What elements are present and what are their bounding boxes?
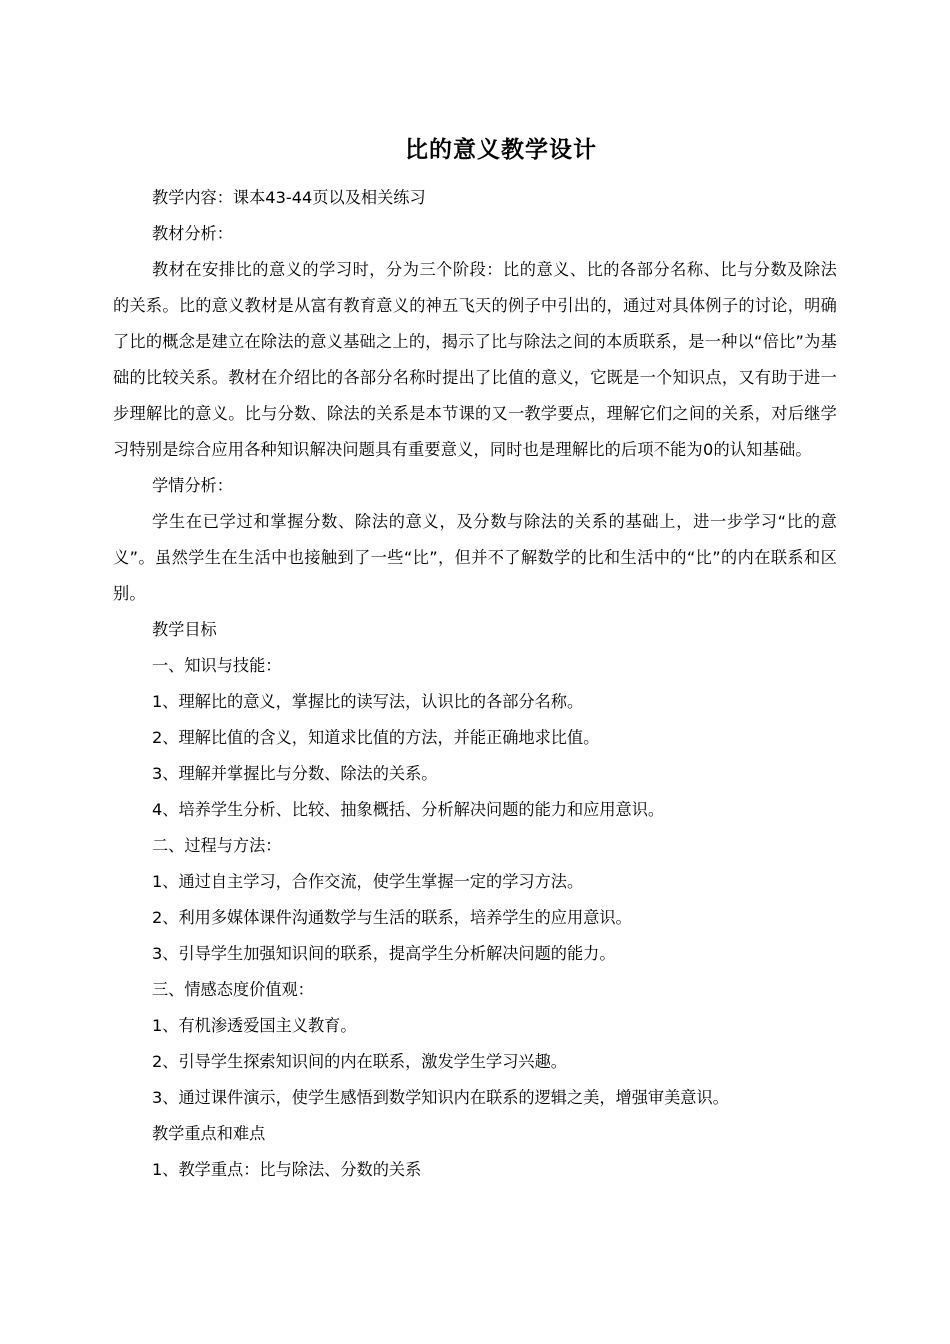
list-item: 1、有机渗透爱国主义教育。: [152, 1016, 357, 1035]
list-item: 3、通过课件演示，使学生感悟到数学知识内在联系的逻辑之美，增强审美意识。: [152, 1088, 729, 1107]
list-item: 2、引导学生探索知识间的内在联系，激发学生学习兴趣。: [152, 1052, 567, 1071]
heading-process-methods: 二、过程与方法：: [152, 836, 282, 855]
heading-attitude-values: 三、情感态度价值观：: [152, 980, 314, 999]
document-title: 比的意义教学设计: [405, 137, 597, 163]
list-item: 3、理解并掌握比与分数、除法的关系。: [152, 764, 438, 783]
list-item: 3、引导学生加强知识间的联系，提高学生分析解决问题的能力。: [152, 944, 616, 963]
list-item: 2、利用多媒体课件沟通数学与生活的联系，培养学生的应用意识。: [152, 908, 632, 927]
paragraph-student-analysis: 学生在已学过和掌握分数、除法的意义，及分数与除法的关系的基础上，进一步学习“比的意义”。虽然学生在生活中也接触到了一些“比”，但并不了解数学的比和生活中的“比”的内在联系和区别。: [113, 512, 837, 603]
document-body: [113, 180, 837, 1188]
heading-teaching-goals: 教学目标: [152, 620, 217, 639]
heading-student-analysis: 学情分析：: [152, 476, 233, 495]
heading-knowledge-skills: 一、知识与技能：: [152, 656, 282, 675]
list-item: 4、培养学生分析、比较、抽象概括、分析解决问题的能力和应用意识。: [152, 800, 665, 819]
paragraph-material-analysis: 教材在安排比的意义的学习时，分为三个阶段：比的意义、比的各部分名称、比与分数及除法的关系。比的意义教材是从富有教育意义的神五飞天的例子中引出的，通过对具体例子的讨论，明确了比的概念是建立在除法的意义基础之上的，揭示了比与除法之间的本质联系，是一种以“倍比”为基础的比较关系。教材在介绍比的各部分名称时提出了比值的意义，它既是一个知识点，又有助于进一步理解比的意义。比与分数、除法的关系是本节课的又一教学要点，理解它们之间的关系，对后继学习特别是综合应用各种知识解决问题具有重要意义，同时也是理解比的后项不能为0的认知基础。: [113, 260, 837, 459]
list-item: 1、教学重点：比与除法、分数的关系: [152, 1160, 422, 1179]
list-item: 2、理解比值的含义，知道求比值的方法，并能正确地求比值。: [152, 728, 600, 747]
heading-key-difficult-points: 教学重点和难点: [152, 1124, 266, 1143]
list-item: 1、通过自主学习，合作交流，使学生掌握一定的学习方法。: [152, 872, 584, 891]
list-item: 1、理解比的意义，掌握比的读写法，认识比的各部分名称。: [152, 692, 584, 711]
heading-material-analysis: 教材分析：: [152, 224, 233, 243]
paragraph-teaching-content: 教学内容：课本43-44页以及相关练习: [152, 188, 426, 207]
